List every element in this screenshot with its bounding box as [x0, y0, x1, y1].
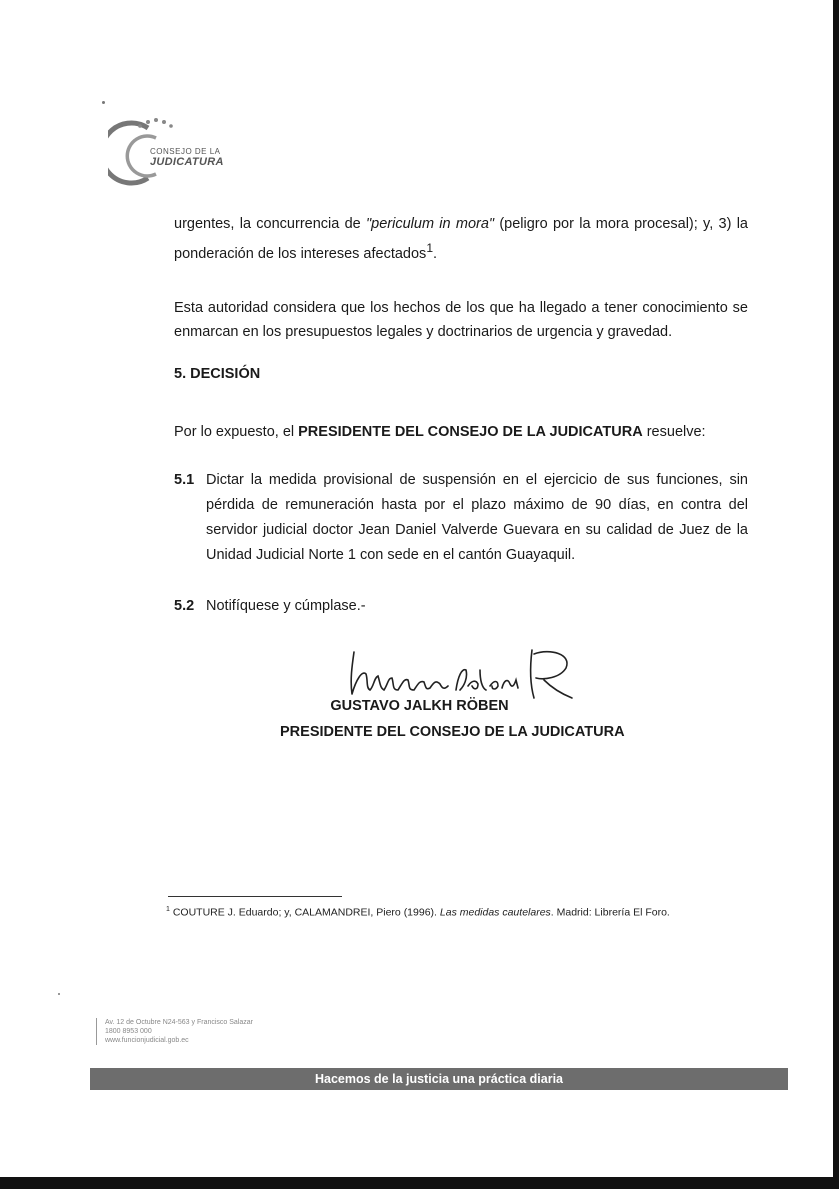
address-line: Av. 12 de Octubre N24-563 y Francisco Salazar [105, 1019, 253, 1026]
footnote-ref: 1 [426, 241, 434, 255]
latin-term: "periculum in mora" [366, 216, 495, 232]
paragraph-text: . [433, 245, 438, 262]
decision-item [174, 594, 748, 620]
logo-line2: JUDICATURA [150, 156, 224, 168]
footnote [166, 906, 670, 919]
paragraph-text: (peligro por la mora procesal); y, 3) la ponderación de los intereses afectados [174, 216, 748, 262]
handwritten-signature [340, 640, 580, 706]
footnote-text: COUTURE J. Eduardo; y, CALAMANDREI, Piero (1996). [169, 906, 440, 919]
logo-wordmark [150, 146, 224, 168]
footer-slogan-bar [90, 1068, 788, 1090]
footnote-text: . Madrid: Librería El Foro. [550, 906, 670, 919]
website-line: www.funcionjudicial.gob.ec [105, 1037, 189, 1044]
footnote-book-title: Las medidas cautelares [439, 906, 551, 919]
scan-speck [58, 993, 60, 995]
logo-line1: CONSEJO DE LA [150, 147, 221, 156]
footnote-divider [168, 896, 342, 897]
paragraph-autoridad: Esta autoridad considera que los hechos de los que ha llegado a tener conocimiento se enmarcan en los presupuestos legales y doctrinarios de urgencia y gravedad. [174, 300, 748, 340]
phone-line: 1800 8953 000 [105, 1028, 152, 1035]
paragraph-ponderacion [174, 212, 748, 266]
consejo-judicatura-logo [108, 108, 258, 188]
paragraph-resuelve [174, 420, 748, 444]
paragraph-text: urgentes, la concurrencia de [174, 216, 367, 232]
authority-name: PRESIDENTE DEL CONSEJO DE LA JUDICATURA [298, 424, 643, 440]
item-number: 5.1 [174, 472, 195, 488]
item-text: Notifíquese y cúmplase.- [206, 598, 366, 614]
footnote-marker: 1 [166, 906, 170, 913]
item-text: Dictar la medida provisional de suspensión en el ejercicio de sus funciones, sin pérdida de remuneración hasta por el plazo máximo de 90 días, en contra del servidor judicial doctor Jean Daniel Valverde Guevara en su calidad de Juez de la Unidad Judicial Norte 1 con sede en el cantón Guayaquil. [206, 472, 748, 563]
paragraph-text: resuelve: [642, 424, 706, 440]
scan-speck [102, 101, 105, 104]
section-heading: 5. DECISIÓN [174, 366, 261, 382]
signer-name: GUSTAVO JALKH RÖBEN [330, 698, 509, 714]
paragraph-text: Por lo expuesto, el [174, 424, 299, 440]
footer-slogan: Hacemos de la justicia una práctica diaria [314, 1072, 564, 1086]
scan-edge [833, 0, 839, 1189]
item-number: 5.2 [174, 598, 195, 614]
decision-item [174, 468, 748, 578]
signer-title: PRESIDENTE DEL CONSEJO DE LA JUDICATURA [280, 724, 625, 740]
footer-address [96, 1018, 253, 1045]
scan-edge [0, 1177, 839, 1189]
